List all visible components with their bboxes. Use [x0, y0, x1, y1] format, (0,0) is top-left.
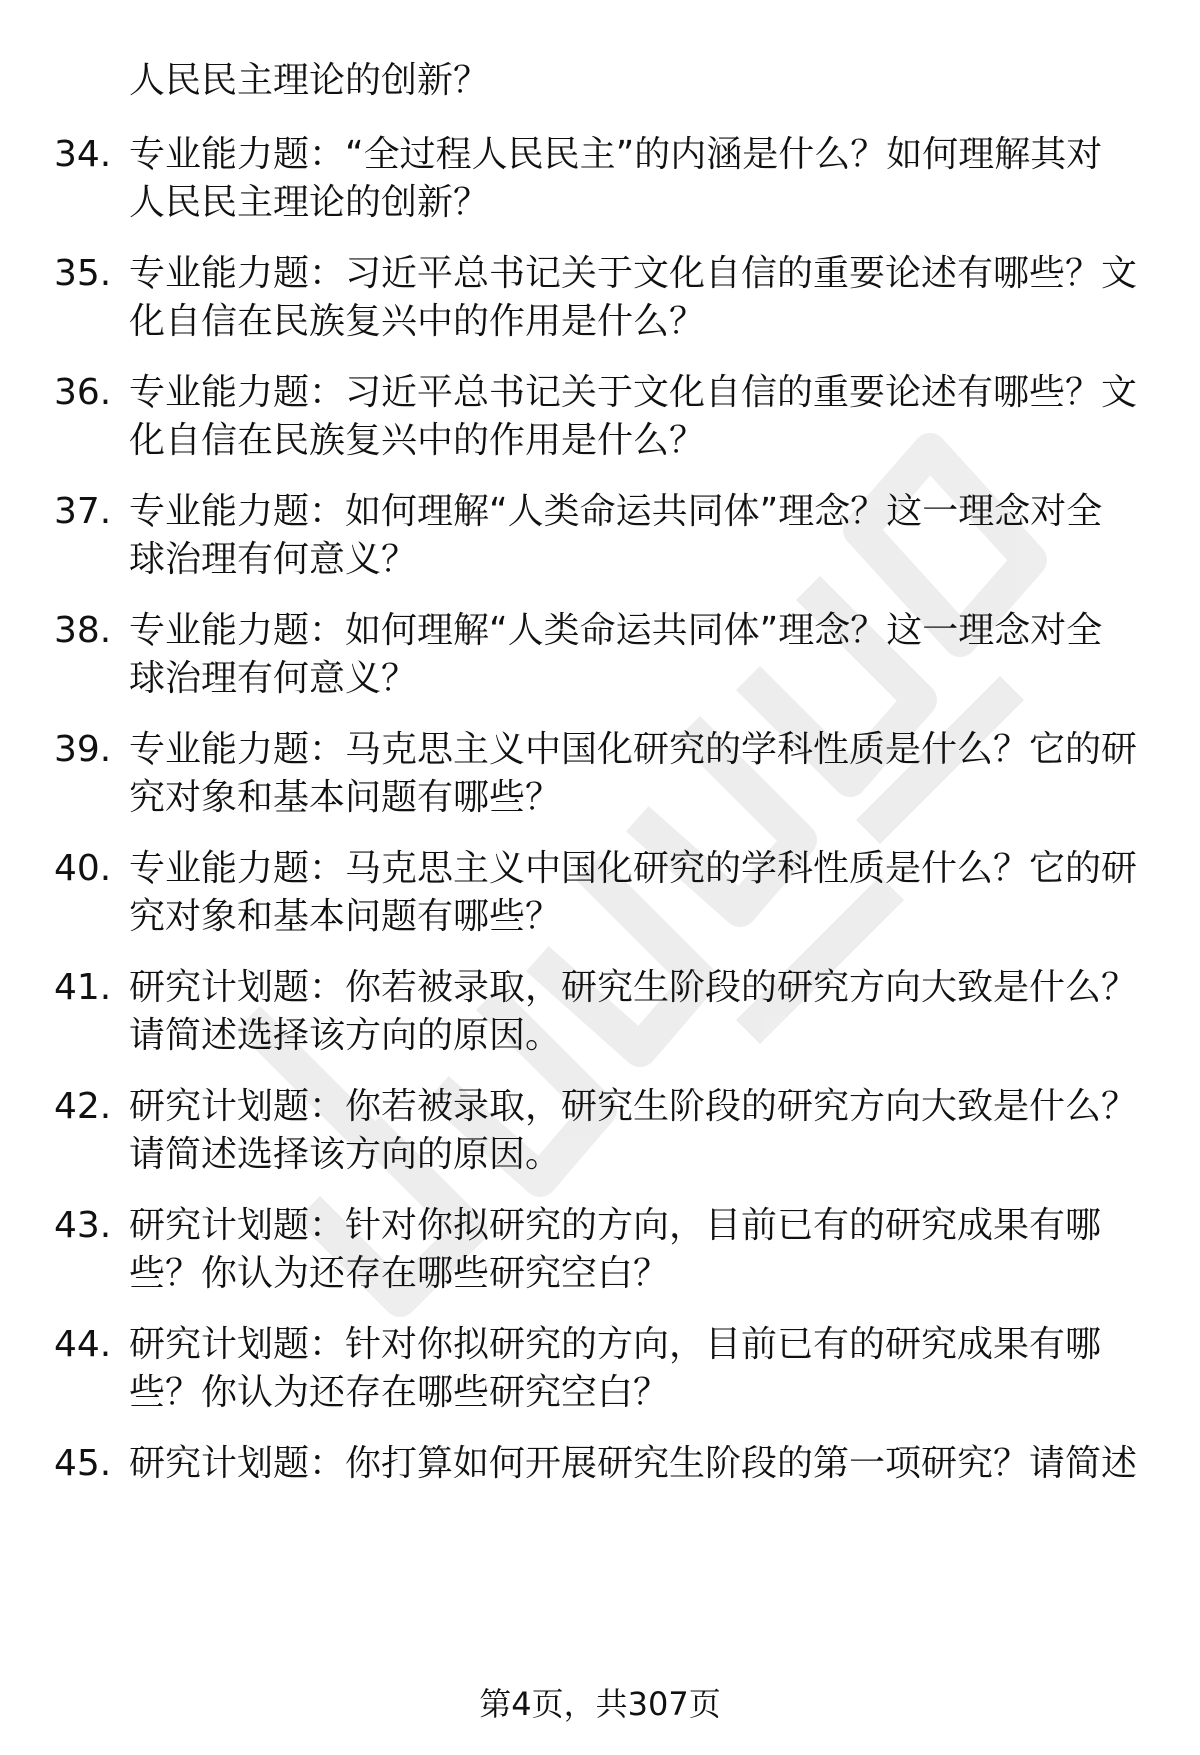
question-line: 研究计划题：针对你拟研究的方向，目前已有的研究成果有哪	[129, 1205, 1102, 1246]
question-text	[129, 250, 1139, 346]
question-number: 40.	[54, 848, 112, 889]
question-text	[129, 369, 1139, 465]
question-number: 35.	[54, 253, 112, 294]
question-line: 化自信在民族复兴中的作用是什么？	[129, 301, 706, 342]
question-line: 球治理有何意义？	[129, 539, 418, 580]
question-text	[129, 131, 1139, 227]
question-line: 人民民主理论的创新？	[129, 182, 490, 223]
question-number: 39.	[54, 729, 112, 770]
question-line: 专业能力题：如何理解“人类命运共同体”理念？这一理念对全	[129, 610, 1103, 651]
page-footer: 第4页，共307页	[479, 1685, 721, 1723]
question-line: 究对象和基本问题有哪些？	[129, 896, 562, 937]
question-text	[129, 1083, 1139, 1179]
question-line: 请简述选择该方向的原因。	[129, 1015, 562, 1056]
question-line: 研究计划题：你若被录取，研究生阶段的研究方向大致是什么？	[129, 1086, 1138, 1127]
question-line: 球治理有何意义？	[129, 658, 418, 699]
question-number: 45.	[54, 1443, 112, 1484]
question-text	[129, 964, 1139, 1060]
question-line: 专业能力题：“全过程人民民主”的内涵是什么？如何理解其对	[129, 134, 1103, 175]
question-number: 36.	[54, 372, 112, 413]
question-text	[129, 726, 1139, 822]
question-text	[129, 488, 1139, 584]
question-line: 专业能力题：马克思主义中国化研究的学科性质是什么？它的研	[129, 848, 1138, 889]
question-number: 37.	[54, 491, 112, 532]
question-number: 38.	[54, 610, 112, 651]
question-number: 34.	[54, 134, 112, 175]
question-line: 请简述选择该方向的原因。	[129, 1134, 562, 1175]
question-text	[129, 845, 1139, 941]
question-line: 专业能力题：马克思主义中国化研究的学科性质是什么？它的研	[129, 729, 1138, 770]
question-line: 专业能力题：习近平总书记关于文化自信的重要论述有哪些？文	[129, 372, 1138, 413]
question-line: 研究计划题：你打算如何开展研究生阶段的第一项研究？请简述	[129, 1443, 1138, 1484]
question-number: 42.	[54, 1086, 112, 1127]
question-line: 些？你认为还存在哪些研究空白？	[129, 1372, 670, 1413]
question-number: 43.	[54, 1205, 112, 1246]
question-text	[129, 1321, 1139, 1417]
question-line: 专业能力题：如何理解“人类命运共同体”理念？这一理念对全	[129, 491, 1103, 532]
question-line: 研究计划题：你若被录取，研究生阶段的研究方向大致是什么？	[129, 967, 1138, 1008]
question-line: 专业能力题：习近平总书记关于文化自信的重要论述有哪些？文	[129, 253, 1138, 294]
question-line: 化自信在民族复兴中的作用是什么？	[129, 420, 706, 461]
carryover-line: 人民民主理论的创新？	[129, 60, 490, 101]
question-line: 些？你认为还存在哪些研究空白？	[129, 1253, 670, 1294]
question-text	[129, 1202, 1139, 1298]
question-text	[129, 607, 1139, 703]
question-line: 究对象和基本问题有哪些？	[129, 777, 562, 818]
question-text	[129, 1440, 1139, 1488]
question-line: 研究计划题：针对你拟研究的方向，目前已有的研究成果有哪	[129, 1324, 1102, 1365]
question-number: 41.	[54, 967, 112, 1008]
question-number: 44.	[54, 1324, 112, 1365]
